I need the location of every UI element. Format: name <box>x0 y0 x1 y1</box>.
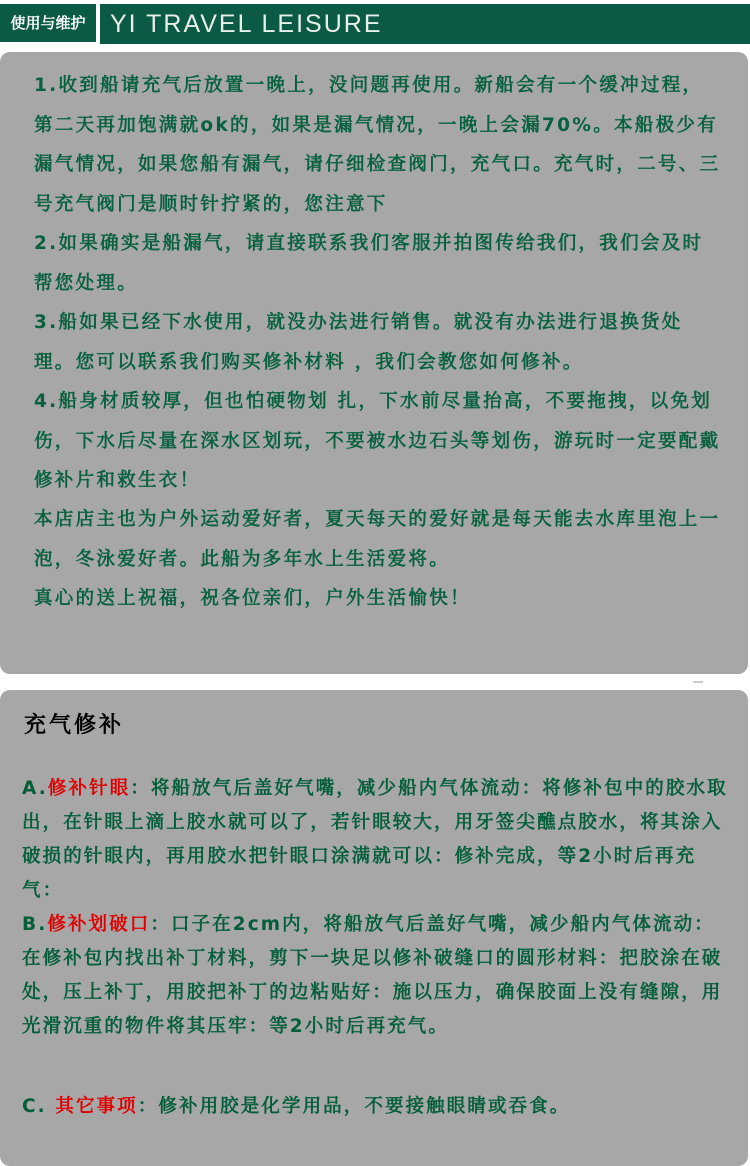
header-underline <box>100 42 750 44</box>
notice-paragraph-2: 2.如果确实是船漏气，请直接联系我们客服并拍图传给我们，我们会及时帮您处理。 <box>34 233 704 294</box>
section-tag: 使用与维护 <box>0 4 96 42</box>
repair-item-a-prefix: A. <box>22 778 48 799</box>
notice-paragraph-4: 4.船身材质较厚，但也怕硬物划 扎，下水前尽量抬高，不要拖拽，以免划伤，下水后尽量在深水区划玩，不要被水边石头等划伤，游玩时一定要配戴修补片和救生衣！ <box>34 391 721 491</box>
repair-item-c-text: ：修补用胶是化学用品，不要接触眼睛或吞食。 <box>137 1096 571 1117</box>
repair-item-a-text: ：将船放气后盖好气嘴，减少船内气体流动：将修补包中的胶水取出，在针眼上滴上胶水就可以了，若针眼较大，用牙签尖醮点胶水，将其涂入破损的针眼内，再用胶水把针眼口涂满就可以：修补完成，等2小时后再充气： <box>22 778 728 901</box>
repair-item-c-prefix: C. <box>22 1096 56 1117</box>
repair-panel <box>0 690 748 1166</box>
repair-item-b-text: ：口子在2cm内，将船放气后盖好气嘴，减少船内气体流动：在修补包内找出补丁材料，剪下一块足以修补破缝口的圆形材料：把胶涂在破处，压上补丁，用胶把补丁的边粘贴好：施以压力，确保胶面上没有缝隙，用光滑沉重的物件将其压牢：等2小时后再充气。 <box>22 914 723 1037</box>
repair-item-a <box>22 772 728 908</box>
repair-title: 充气修补 <box>24 713 125 738</box>
repair-item-b-label: 修补划破口 <box>47 914 151 935</box>
repair-item-b <box>22 908 728 1044</box>
notice-paragraph-3: 3.船如果已经下水使用，就没办法进行销售。就没有办法进行退换货处理。您可以联系我们购买修补材料 ，我们会教您如何修补。 <box>34 312 683 373</box>
section-header <box>0 0 750 44</box>
notice-paragraph-6: 真心的送上祝福，祝各位亲们，户外生活愉快！ <box>34 588 471 609</box>
notice-paragraph-1: 1.收到船请充气后放置一晚上，没问题再使用。新船会有一个缓冲过程，第二天再加饱满就ok的，如果是漏气情况，一晚上会漏70%。本船极少有漏气情况，如果您船有漏气，请仔细检查阀门，充气口。充气时，二号、三号充气阀门是顺时针拧紧的，您注意下 <box>34 75 721 215</box>
repair-item-c <box>22 1090 728 1124</box>
notice-paragraph-5: 本店店主也为户外运动爱好者，夏天每天的爱好就是每天能去水库里泡上一泡，冬泳爱好者。此船为多年水上生活爱将。 <box>34 509 721 570</box>
brand-banner: YI TRAVEL LEISURE <box>100 4 750 42</box>
divider-mark <box>693 681 703 683</box>
repair-item-c-label: 其它事项 <box>55 1096 138 1117</box>
notice-panel <box>0 52 748 674</box>
repair-item-a-label: 修补针眼 <box>47 778 131 799</box>
repair-item-b-prefix: B. <box>22 914 48 935</box>
